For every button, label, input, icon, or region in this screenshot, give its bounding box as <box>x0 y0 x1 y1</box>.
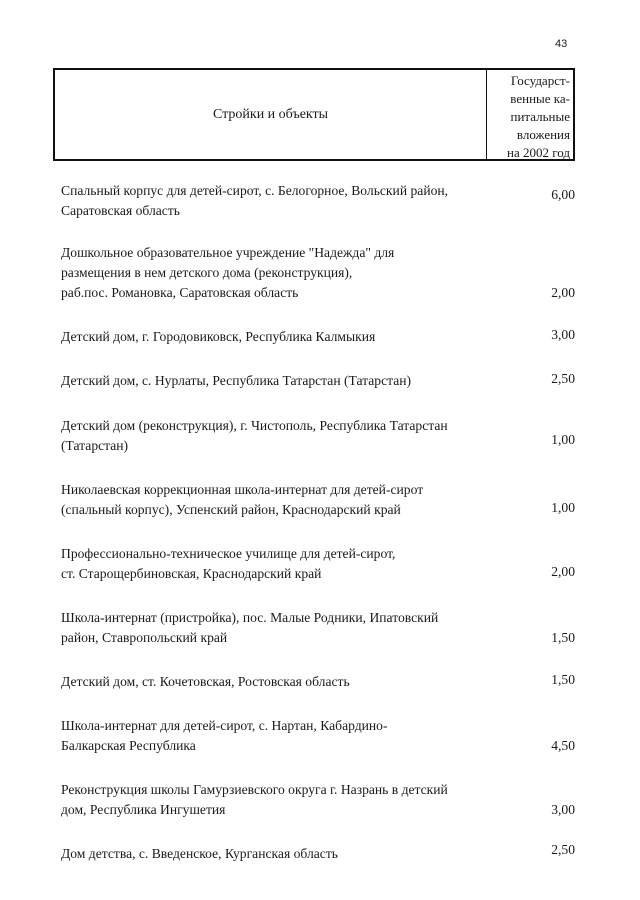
table-row <box>61 327 581 347</box>
row-value: 1,00 <box>551 432 575 447</box>
table-row <box>61 672 581 692</box>
row-value: 2,50 <box>551 371 575 386</box>
row-value: 1,50 <box>551 630 575 645</box>
row-value: 6,00 <box>551 187 575 202</box>
row-text: Детский дом (реконструкция), г. Чистополь, Республика Татарстан (Татарстан) <box>61 418 448 453</box>
row-text: Реконструкция школы Гамурзиевского округа г. Назрань в детский дом, Республика Ингушетия <box>61 782 448 817</box>
row-value: 2,50 <box>551 842 575 857</box>
table-row <box>61 480 581 520</box>
table-header <box>53 68 575 161</box>
table-row <box>61 716 581 756</box>
table-row <box>61 844 581 864</box>
row-text: Школа-интернат (пристройка), пос. Малые Родники, Ипатовский район, Ставропольский край <box>61 610 439 645</box>
row-text: Спальный корпус для детей-сирот, с. Белогорное, Вольский район, Саратовская область <box>61 183 449 218</box>
row-value: 2,00 <box>551 285 575 300</box>
table-row <box>61 780 581 820</box>
table-row <box>61 416 581 456</box>
table-body <box>61 181 581 864</box>
row-text: Школа-интернат для детей-сирот, с. Нартан, Кабардино- Балкарская Республика <box>61 718 388 753</box>
row-text: Детский дом, с. Нурлаты, Республика Татарстан (Татарстан) <box>61 373 412 388</box>
row-text: Дом детства, с. Введенское, Курганская область <box>61 846 338 861</box>
header-objects: Стройки и объекты <box>55 70 487 159</box>
row-text: Детский дом, г. Городовиковск, Республика Калмыкия <box>61 329 376 344</box>
table-row <box>61 371 581 391</box>
table-row <box>61 544 581 584</box>
row-text: Дошкольное образовательное учреждение "Надежда" для размещения в нем детского дома (реконструкция), раб.пос. Романовка, Саратовская область <box>61 245 395 300</box>
row-value: 1,50 <box>551 672 575 687</box>
header-investments: Государст- венные ка- питальные вложения на 2002 год <box>507 73 570 160</box>
row-value: 2,00 <box>551 564 575 579</box>
page-number: 43 <box>555 38 568 50</box>
row-value: 1,00 <box>551 500 575 515</box>
table-row <box>61 608 581 648</box>
table-row <box>61 181 581 221</box>
table-row <box>61 243 581 303</box>
row-value: 3,00 <box>551 802 575 817</box>
row-text: Детский дом, ст. Кочетовская, Ростовская область <box>61 674 350 689</box>
row-text: Николаевская коррекционная школа-интернат для детей-сирот (спальный корпус), Успенский район, Краснодарский край <box>61 482 424 517</box>
row-value: 4,50 <box>551 738 575 753</box>
row-text: Профессионально-техническое училище для детей-сирот, ст. Старощербиновская, Краснодарский край <box>61 546 396 581</box>
row-value: 3,00 <box>551 327 575 342</box>
